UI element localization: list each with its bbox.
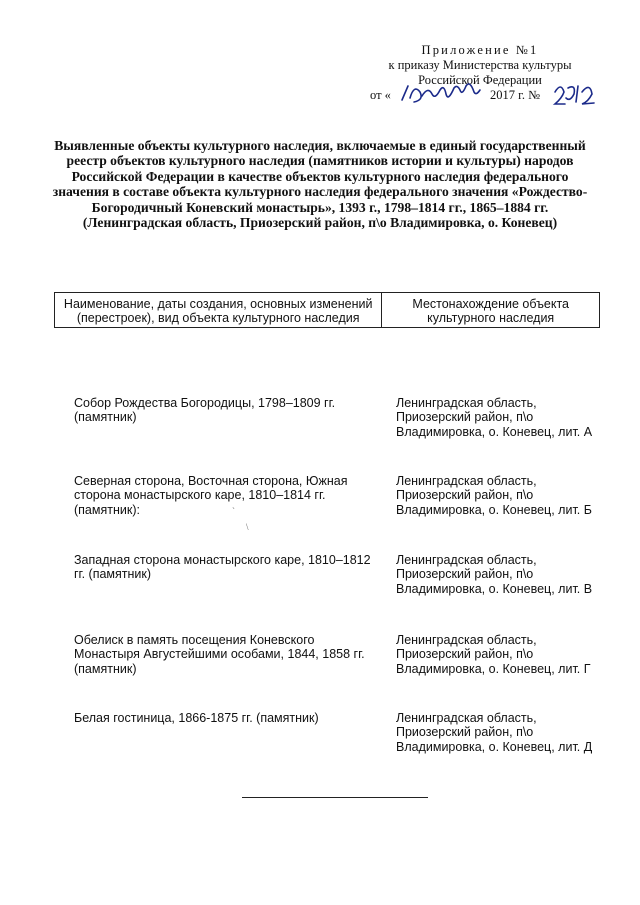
appendix-title: Приложение №1 — [421, 43, 539, 57]
object-location: Ленинградская область, Приозерский район, п\о Владимировка, о. Коневец, лит. Д — [396, 711, 593, 754]
object-location: Ленинградская область, Приозерский район, п\о Владимировка, о. Коневец, лит. А — [396, 396, 593, 439]
header-location-column: Местонахождение объекта культурного наследия — [382, 293, 600, 328]
header-name-column: Наименование, даты создания, основных изменений (перестроек), вид объекта культурного наследия — [55, 293, 382, 328]
scan-speck: ` — [232, 506, 235, 516]
date-prefix: от « — [370, 88, 391, 102]
appendix-order-line: к приказу Министерства культуры — [388, 58, 572, 72]
scan-speck: \ — [246, 522, 249, 532]
object-name: Собор Рождества Богородицы, 1798–1809 гг. (памятник) — [74, 396, 336, 425]
object-name: Белая гостиница, 1866-1875 гг. (памятник) — [74, 711, 319, 725]
appendix-date-line — [330, 88, 630, 105]
object-name: Западная сторона монастырского каре, 1810–1812 гг. (памятник) — [74, 553, 371, 582]
appendix-ministry-line: Российской Федерации — [418, 73, 542, 87]
object-name: Обелиск в память посещения Коневского Монастыря Августейшими особами, 1844, 1858 гг. (памятник) — [74, 633, 365, 676]
object-name: Северная сторона, Восточная сторона, Южная сторона монастырского каре, 1810–1814 гг. (памятник): — [74, 474, 348, 517]
object-location: Ленинградская область, Приозерский район, п\о Владимировка, о. Коневец, лит. Б — [396, 474, 592, 517]
handwritten-date-signature — [398, 82, 488, 106]
appendix-header — [330, 43, 630, 105]
document-title: Выявленные объекты культурного наследия, включаемые в единый государственный реестр объектов культурного наследия (памятников истории и культуры) народов Российской Федерации в качестве объектов культурного наследия федерального значения в составе объекта культурного наследия федерального значения «Рождество-Богородичный Коневский монастырь», 1393 г., 1798–1814 гг., 1865–1884 гг. (Ленинградская область, Приозерский район, п\о Владимировка, о. Коневец) — [52, 138, 588, 231]
date-year: 2017 г. № — [490, 88, 541, 102]
object-location: Ленинградская область, Приозерский район, п\о Владимировка, о. Коневец, лит. Г — [396, 633, 591, 676]
handwritten-number-signature — [552, 82, 602, 106]
object-location: Ленинградская область, Приозерский район, п\о Владимировка, о. Коневец, лит. В — [396, 553, 593, 596]
objects-table-header — [54, 292, 600, 328]
end-divider-line — [242, 797, 428, 798]
